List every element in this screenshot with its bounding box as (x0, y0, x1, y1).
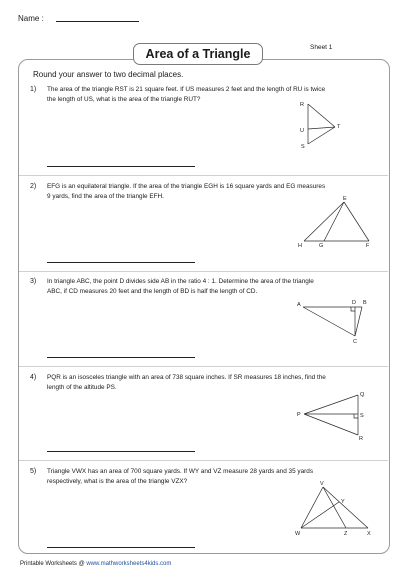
name-label: Name : (18, 14, 44, 23)
separator (19, 175, 388, 176)
q4-text: PQR is an isosceles triangle with an area of 738 square inches. If SR measures 18 inches, find the length of the altitude PS. (47, 374, 326, 391)
q5-text: Triangle VWX has an area of 700 square yards. If WY and VZ measure 28 yards and 35 yards respectively, what is the area of the triangle VZX? (47, 468, 314, 485)
q3-label-b: B (363, 300, 367, 306)
q5-number: 5) (30, 468, 37, 475)
separator (19, 366, 388, 367)
q2-figure (296, 195, 386, 251)
q4-label-p: P (297, 412, 301, 418)
q4-label-q: Q (360, 392, 365, 398)
q2-label-f: F (366, 243, 370, 249)
q2-label-h: H (298, 243, 302, 249)
q5-label-x: X (367, 531, 371, 537)
q4-label-s: S (360, 413, 364, 419)
q3-number: 3) (30, 278, 37, 285)
q3-text: In triangle ABC, the point D divides side AB in the ratio 4 : 1. Determine the area of the triangle ABC, if CD measures 20 feet and the length of BD is half the length of CD. (47, 278, 314, 295)
worksheet-title: Area of a Triangle (133, 43, 263, 65)
separator (19, 460, 388, 461)
q4-label-r: R (359, 436, 363, 442)
q3-figure (296, 298, 386, 348)
sheet-label: Sheet 1 (310, 44, 333, 51)
q1-number: 1) (30, 86, 37, 93)
footer (20, 561, 171, 567)
footer-prefix: Printable Worksheets @ (20, 561, 87, 567)
q2-label-e: E (343, 196, 347, 202)
q1-text: The area of the triangle RST is 21 square feet. If US measures 2 feet and the length of RU is twice the length of US, what is the area of the triangle RUT? (47, 86, 326, 103)
separator (19, 271, 388, 272)
q3-label-c: C (353, 339, 357, 345)
q2-label-g: G (319, 243, 324, 249)
q2-answer-line[interactable] (47, 262, 195, 263)
q4-figure (296, 388, 386, 444)
q5-label-v: V (320, 481, 324, 487)
q2-number: 2) (30, 183, 37, 190)
q3-answer-line[interactable] (47, 357, 195, 358)
q5-figure (290, 478, 385, 540)
q1-label-s: S (301, 144, 305, 150)
q4-answer-line[interactable] (47, 451, 195, 452)
q1-answer-line[interactable] (47, 166, 195, 167)
q1-label-u: U (300, 128, 304, 134)
q4-number: 4) (30, 374, 37, 381)
q2-text: EFG is an equilateral triangle. If the area of the triangle EGH is 16 square yards and EG measures 9 yards, find the area of the triangle EFH. (47, 183, 326, 200)
q5-label-z: Z (344, 531, 348, 537)
q3-label-a: A (297, 302, 301, 308)
instructions: Round your answer to two decimal places. (33, 70, 184, 79)
q5-label-y: Y (341, 499, 345, 505)
q1-label-t: T (337, 124, 341, 130)
q1-figure (296, 99, 386, 155)
q5-label-w: W (295, 531, 301, 537)
q5-answer-line[interactable] (47, 547, 195, 548)
name-line (56, 21, 139, 22)
footer-link[interactable]: www.mathworksheets4kids.com (86, 561, 172, 567)
q1-label-r: R (300, 102, 304, 108)
q3-label-d: D (352, 300, 356, 306)
